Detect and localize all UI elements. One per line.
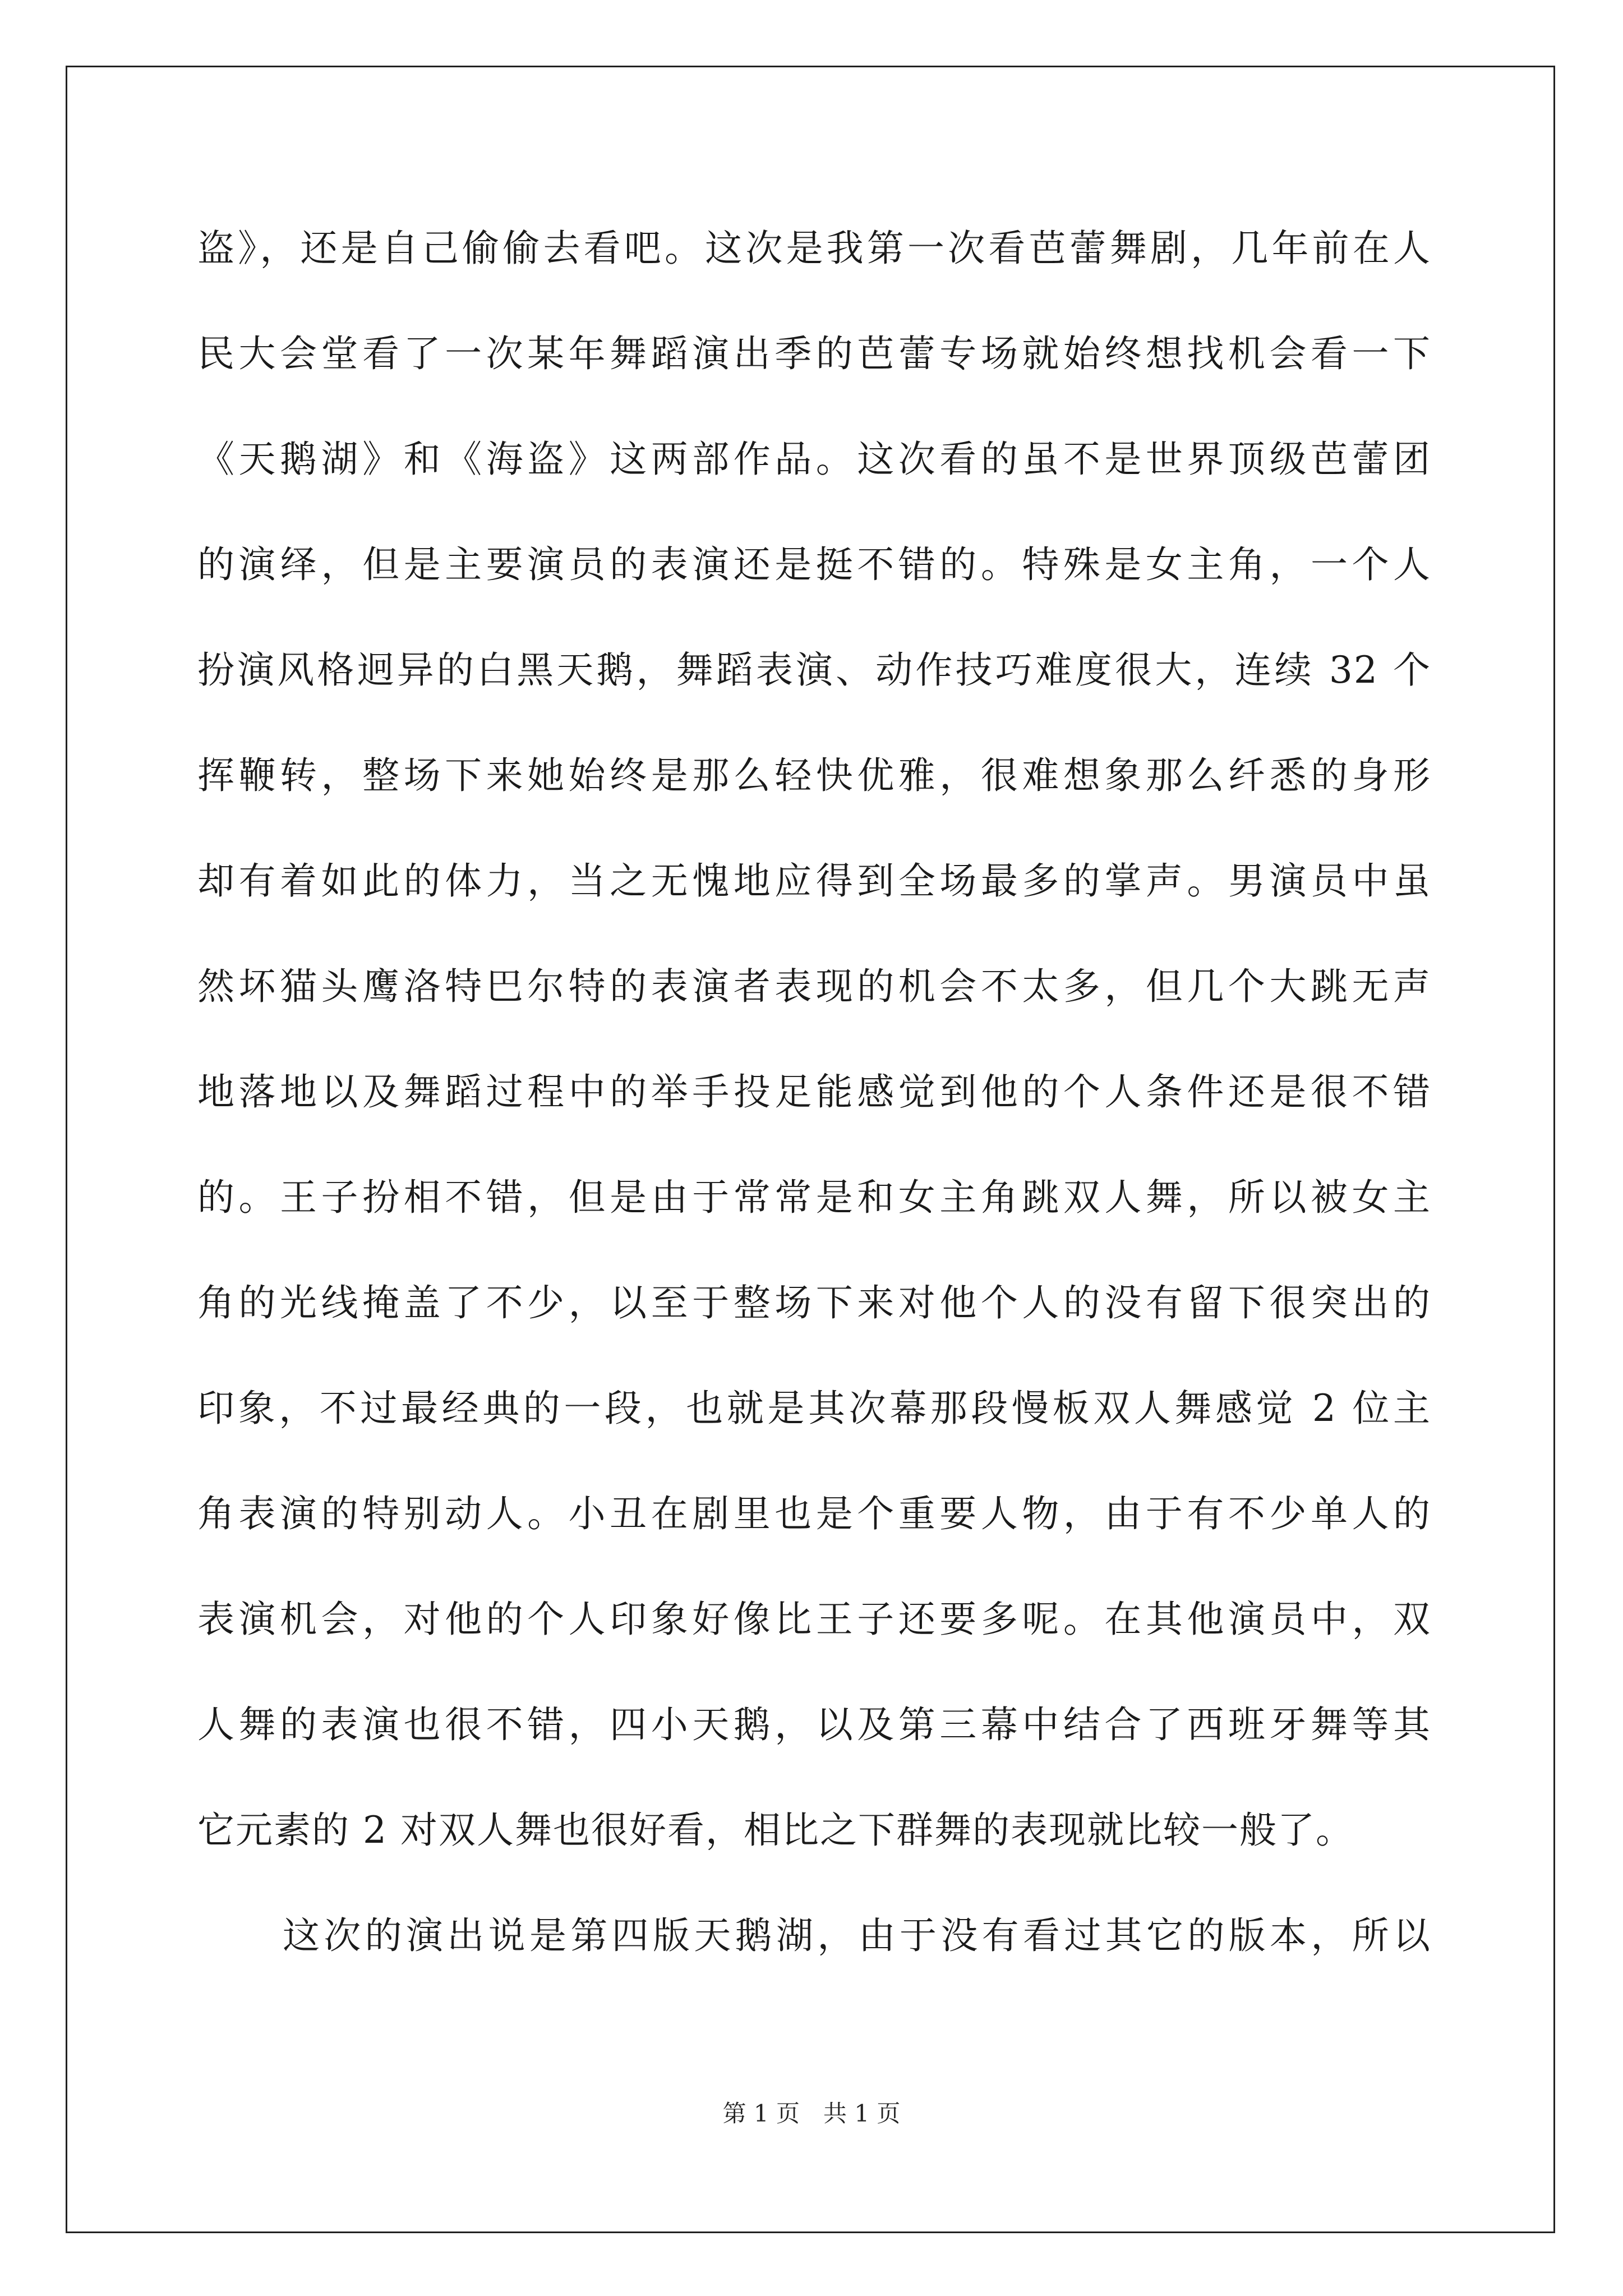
- text-line: 角表演的特别动人。小丑在剧里也是个重要人物，由于有不少单人的: [197, 1492, 1431, 1535]
- text-line: 角的光线掩盖了不少，以至于整场下来对他个人的没有留下很突出的: [197, 1281, 1431, 1324]
- text-line: 扮演风格迥异的白黑天鹅，舞蹈表演、动作技巧难度很大，连续 32 个: [197, 648, 1431, 692]
- text-line: 却有着如此的体力，当之无愧地应得到全场最多的掌声。男演员中虽: [197, 859, 1431, 903]
- text-line: 挥鞭转，整场下来她始终是那么轻快优雅，很难想象那么纤悉的身形: [197, 754, 1431, 797]
- text-line: 地落地以及舞蹈过程中的举手投足能感觉到他的个人条件还是很不错: [197, 1070, 1431, 1114]
- text-line: 的。王子扮相不错，但是由于常常是和女主角跳双人舞，所以被女主: [197, 1176, 1431, 1219]
- text-line: 表演机会，对他的个人印象好像比王子还要多呢。在其他演员中，双: [197, 1598, 1431, 1641]
- paragraph-last-line: 它元素的 2 对双人舞也很好看，相比之下群舞的表现就比较一般了。: [197, 1809, 1354, 1852]
- text-line: 《天鹅湖》和《海盗》这两部作品。这次看的虽不是世界顶级芭蕾团: [197, 438, 1431, 481]
- text-line: 然坏猫头鹰洛特巴尔特的表演者表现的机会不太多，但几个大跳无声: [197, 965, 1431, 1008]
- document-body: [197, 216, 1431, 2009]
- text-line: 盗》，还是自己偷偷去看吧。这次是我第一次看芭蕾舞剧，几年前在人: [197, 227, 1431, 270]
- text-line: 人舞的表演也很不错，四小天鹅，以及第三幕中结合了西班牙舞等其: [197, 1703, 1431, 1746]
- text-line: 民大会堂看了一次某年舞蹈演出季的芭蕾专场就始终想找机会看一下: [197, 332, 1431, 375]
- text-line: 印象，不过最经典的一段，也就是其次幕那段慢板双人舞感觉 2 位主: [197, 1387, 1431, 1430]
- text-line: 的演绎，但是主要演员的表演还是挺不错的。特殊是女主角，一个人: [197, 543, 1431, 586]
- paragraph-first-line: 这次的演出说是第四版天鹅湖，由于没有看过其它的版本，所以: [283, 1914, 1431, 1957]
- page-number-footer: 第 1 页 共 1 页: [722, 2100, 901, 2127]
